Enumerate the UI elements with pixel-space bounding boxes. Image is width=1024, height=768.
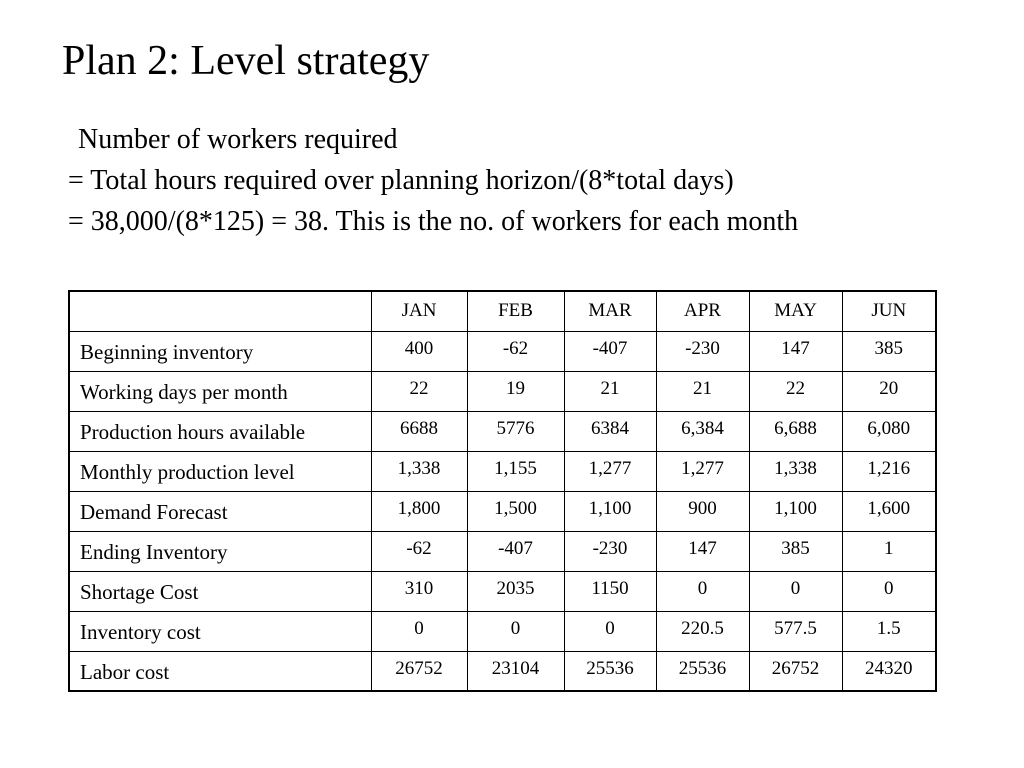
column-header: FEB xyxy=(467,291,564,331)
table-row xyxy=(69,331,936,371)
table-cell: 1,800 xyxy=(371,491,467,531)
table-cell: 1,500 xyxy=(467,491,564,531)
table-cell: 6,688 xyxy=(749,411,842,451)
table-cell: 220.5 xyxy=(656,611,749,651)
table-row xyxy=(69,651,936,691)
row-label: Production hours available xyxy=(69,411,371,451)
table-cell: 6,384 xyxy=(656,411,749,451)
formula-line-result: = 38,000/(8*125) = 38. This is the no. of workers for each month xyxy=(68,206,799,237)
table-cell: 25536 xyxy=(564,651,656,691)
table-cell: 0 xyxy=(656,571,749,611)
table-cell: 1,600 xyxy=(842,491,936,531)
table-cell: 21 xyxy=(656,371,749,411)
table-cell: 0 xyxy=(371,611,467,651)
table-cell: 1,216 xyxy=(842,451,936,491)
table-cell: 1,338 xyxy=(371,451,467,491)
table-cell: 1,338 xyxy=(749,451,842,491)
table-row xyxy=(69,411,936,451)
table-cell: -230 xyxy=(564,531,656,571)
table-cell: 26752 xyxy=(749,651,842,691)
table-header-row xyxy=(69,291,936,331)
column-header: MAY xyxy=(749,291,842,331)
table-cell: 310 xyxy=(371,571,467,611)
table-cell: 1.5 xyxy=(842,611,936,651)
table-cell: 24320 xyxy=(842,651,936,691)
table-row xyxy=(69,451,936,491)
table-row xyxy=(69,491,936,531)
row-label: Demand Forecast xyxy=(69,491,371,531)
table-cell: -62 xyxy=(371,531,467,571)
row-label: Ending Inventory xyxy=(69,531,371,571)
table-cell: 1,100 xyxy=(564,491,656,531)
table-cell: -407 xyxy=(564,331,656,371)
table-cell: 5776 xyxy=(467,411,564,451)
table-cell: 0 xyxy=(749,571,842,611)
formula-block xyxy=(68,119,798,242)
slide-title: Plan 2: Level strategy xyxy=(62,38,430,84)
table-cell: 1,100 xyxy=(749,491,842,531)
table-cell: 1 xyxy=(842,531,936,571)
table-cell: 2035 xyxy=(467,571,564,611)
row-label: Working days per month xyxy=(69,371,371,411)
formula-line-heading: Number of workers required xyxy=(78,124,398,155)
table-cell: -62 xyxy=(467,331,564,371)
row-label: Labor cost xyxy=(69,651,371,691)
table-cell: 26752 xyxy=(371,651,467,691)
column-header: JUN xyxy=(842,291,936,331)
table-cell: 25536 xyxy=(656,651,749,691)
table-row xyxy=(69,611,936,651)
table-cell: 20 xyxy=(842,371,936,411)
table-cell: 0 xyxy=(564,611,656,651)
table-cell: 22 xyxy=(371,371,467,411)
table-cell: 400 xyxy=(371,331,467,371)
column-header: MAR xyxy=(564,291,656,331)
table-row xyxy=(69,571,936,611)
table-row xyxy=(69,371,936,411)
row-label: Monthly production level xyxy=(69,451,371,491)
table-row xyxy=(69,531,936,571)
table-cell: 21 xyxy=(564,371,656,411)
table-cell: 1,155 xyxy=(467,451,564,491)
table-cell: 147 xyxy=(656,531,749,571)
aggregate-plan-table xyxy=(68,290,937,692)
table-cell: -407 xyxy=(467,531,564,571)
row-label: Shortage Cost xyxy=(69,571,371,611)
table-cell: 6,080 xyxy=(842,411,936,451)
table-cell: 900 xyxy=(656,491,749,531)
table-cell: 385 xyxy=(842,331,936,371)
row-label: Inventory cost xyxy=(69,611,371,651)
table-corner-cell xyxy=(69,291,371,331)
table-cell: 6384 xyxy=(564,411,656,451)
table-cell: 577.5 xyxy=(749,611,842,651)
column-header: APR xyxy=(656,291,749,331)
table-cell: 147 xyxy=(749,331,842,371)
table-cell: 385 xyxy=(749,531,842,571)
table-cell: 1,277 xyxy=(564,451,656,491)
table-cell: 0 xyxy=(467,611,564,651)
table-cell: 22 xyxy=(749,371,842,411)
formula-line-definition: = Total hours required over planning horizon/(8*total days) xyxy=(68,165,734,196)
table-cell: 19 xyxy=(467,371,564,411)
table-cell: 23104 xyxy=(467,651,564,691)
row-label: Beginning inventory xyxy=(69,331,371,371)
table-cell: 6688 xyxy=(371,411,467,451)
table-cell: 1150 xyxy=(564,571,656,611)
table-cell: -230 xyxy=(656,331,749,371)
column-header: JAN xyxy=(371,291,467,331)
table-cell: 1,277 xyxy=(656,451,749,491)
table-cell: 0 xyxy=(842,571,936,611)
